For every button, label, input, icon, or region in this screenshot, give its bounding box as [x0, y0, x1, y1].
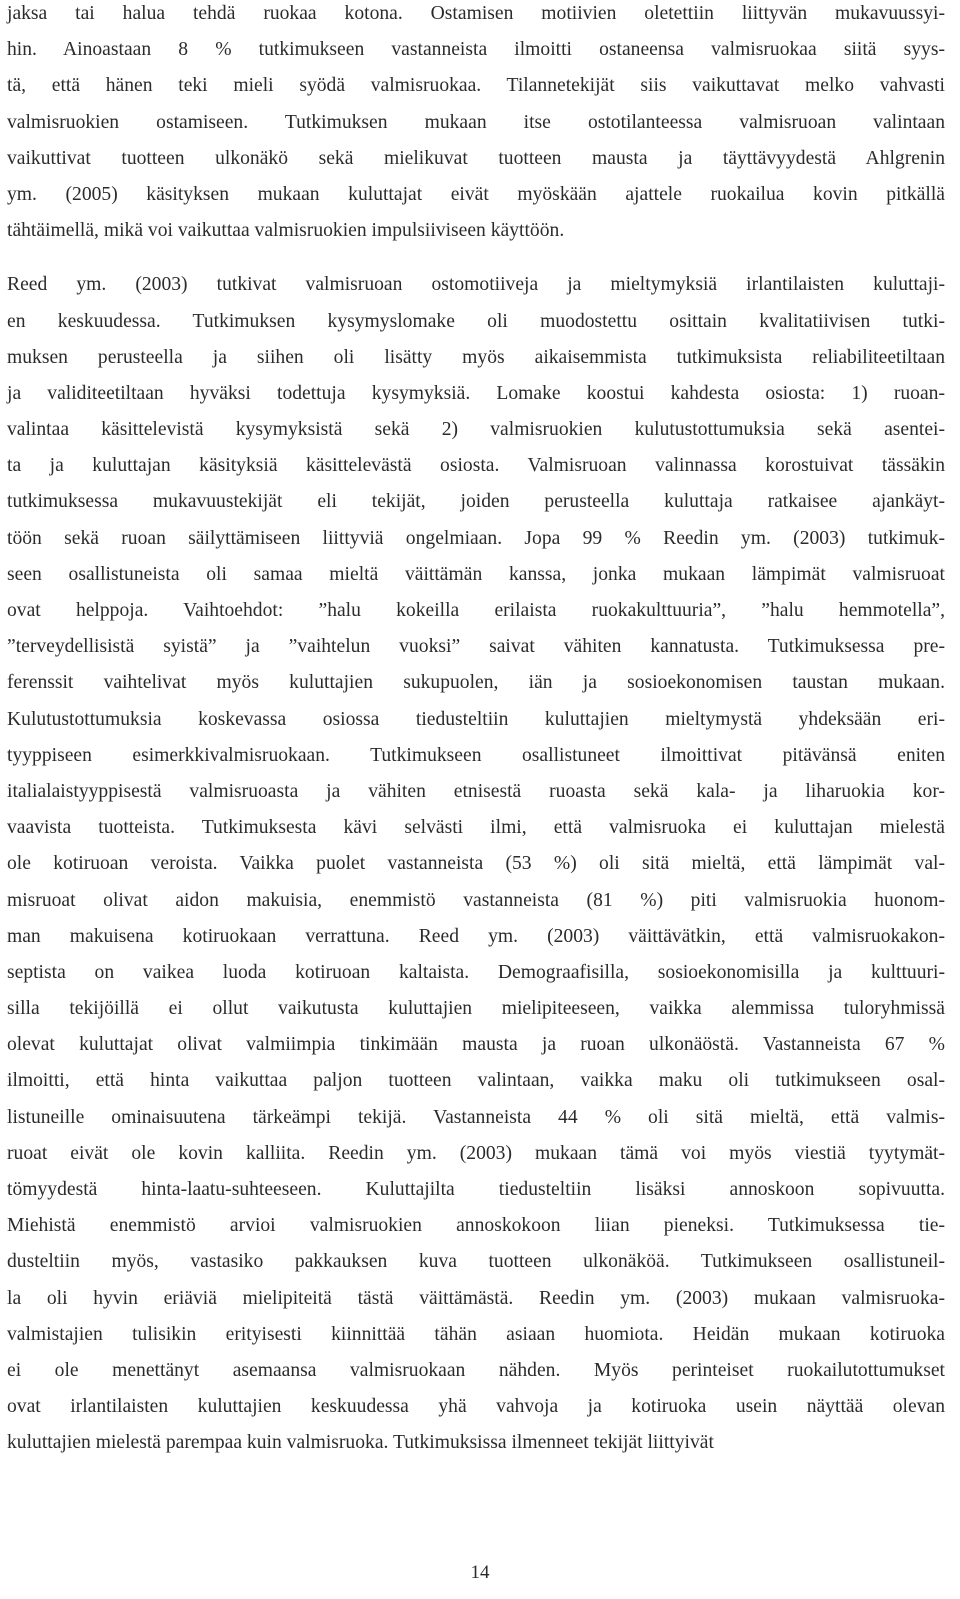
text-line: ta ja kuluttajan käsityksiä käsittelevästä osiosta. Valmisruoan valinnassa korostuivat tässäkin: [7, 455, 945, 477]
text-line: la oli hyvin eriäviä mielipiteitä tästä väittämästä. Reedin ym. (2003) mukaan valmisruoka-: [7, 1287, 945, 1309]
text-line: ole kotiruoan veroista. Vaikka puolet vastanneista (53 %) oli sitä mieltä, että lämpimät val-: [7, 853, 945, 875]
text-line: olevat kuluttajat olivat valmiimpia tinkimään mausta ja ruoan ulkonäöstä. Vastanneista 67 %: [7, 1034, 945, 1056]
text-line: italialaistyyppisestä valmisruoasta ja vähiten etnisestä ruoasta sekä kala- ja liharuokia kor-: [7, 780, 945, 802]
text-line: muksen perusteella ja siihen oli lisätty myös aikaisemmista tutkimuksista reliabiliteetiltaan: [7, 346, 945, 368]
text-line: tutkimuksessa mukavuustekijät eli tekijät, joiden perusteella kuluttaja ratkaisee ajankäyt-: [7, 491, 945, 513]
text-line: ferenssit vaihtelivat myös kuluttajien sukupuolen, iän ja sosioekonomisen taustan mukaan.: [7, 672, 945, 694]
text-line: hin. Ainoastaan 8 % tutkimukseen vastanneista ilmoitti ostaneensa valmisruokaa siitä syys-: [7, 39, 945, 61]
text-line: vaavista tuotteista. Tutkimuksesta kävi selvästi ilmi, että valmisruoka ei kuluttajan mielestä: [7, 817, 945, 839]
paragraph-reed-study: [7, 267, 945, 1461]
text-line: vaikuttivat tuotteen ulkonäkö sekä mielikuvat tuotteen mausta ja täyttävyydestä Ahlgrenin: [7, 147, 945, 169]
text-line: tyyppiseen esimerkkivalmisruokaan. Tutkimukseen osallistuneet ilmoittivat pitävänsä eniten: [7, 744, 945, 766]
text-line: valintaa käsittelevistä kysymyksistä sekä 2) valmisruokien kulutustottumuksia sekä asentei-: [7, 419, 945, 441]
text-line: man makuisena kotiruokaan verrattuna. Reed ym. (2003) väittävätkin, että valmisruokakon-: [7, 925, 945, 947]
text-line: ovat helppoja. Vaihtoehdot: ”halu kokeilla erilaista ruokakulttuuria”, ”halu hemmotella”,: [7, 600, 945, 621]
text-line: Kulutustottumuksia koskevassa osiossa tiedusteltiin kuluttajien mieltymystä yhdeksään eri-: [7, 708, 945, 730]
text-line: en keskuudessa. Tutkimuksen kysymyslomake oli muodostettu osittain kvalitatiivisen tutki-: [7, 310, 945, 332]
text-line: kuluttajien mielestä parempaa kuin valmisruoka. Tutkimuksissa ilmenneet tekijät liittyivät: [7, 1432, 714, 1454]
paragraph-motives: [7, 0, 945, 249]
text-line: ei ole menettänyt asemaansa valmisruokaan nähden. Myös perinteiset ruokailutottumukset: [7, 1359, 945, 1381]
text-line: töön sekä ruoan säilyttämiseen liittyviä ongelmiaan. Jopa 99 % Reedin ym. (2003) tutkimuk-: [7, 527, 945, 549]
text-line: ovat irlantilaisten kuluttajien keskuudessa yhä vahvoja ja kotiruoka usein näyttää olevan: [7, 1396, 945, 1418]
text-line: ruoat eivät ole kovin kalliita. Reedin ym. (2003) mukaan tämä voi myös viestiä tyytymät-: [7, 1142, 945, 1164]
text-line: ja validiteetiltaan hyväksi todettuja kysymyksiä. Lomake koostui kahdesta osiosta: 1) ruoan-: [7, 382, 945, 404]
text-line: listuneille ominaisuutena tärkeämpi tekijä. Vastanneista 44 % oli sitä mieltä, että valmis-: [7, 1106, 945, 1128]
paragraph-gap: [7, 249, 945, 267]
text-line: septista on vaikea luoda kotiruoan kaltaista. Demograafisilla, sosioekonomisilla ja kulttuuri-: [7, 961, 945, 983]
text-line: seen osallistuneista oli samaa mieltä väittämän kanssa, jonka mukaan lämpimät valmisruoat: [7, 563, 945, 585]
text-line: silla tekijöillä ei ollut vaikutusta kuluttajien mielipiteeseen, vaikka alemmissa tuloryhmissä: [7, 998, 945, 1020]
text-line: valmistajien tulisikin erityisesti kiinnittää tähän asiaan huomiota. Heidän mukaan kotiruoka: [7, 1323, 945, 1345]
text-line: tä, että hänen teki mieli syödä valmisruokaa. Tilannetekijät siis vaikuttavat melko vahvasti: [7, 75, 945, 97]
text-line: ”terveydellisistä syistä” ja ”vaihtelun vuoksi” saivat vähiten kannatusta. Tutkimuksessa pre-: [7, 636, 945, 658]
text-line: Miehistä enemmistö arvioi valmisruokien annoskokoon liian pieneksi. Tutkimuksessa tie-: [7, 1215, 945, 1237]
text-line: ym. (2005) käsityksen mukaan kuluttajat eivät myöskään ajattele ruokailua kovin pitkällä: [7, 183, 945, 205]
body-text: [7, 0, 945, 1462]
text-line: misruoat olivat aidon makuisia, enemmistö vastanneista (81 %) piti valmisruokia huonom-: [7, 889, 945, 911]
text-line: tömyydestä hinta-laatu-suhteeseen. Kuluttajilta tiedusteltiin lisäksi annoskoon sopivuutta.: [7, 1179, 945, 1200]
text-line: tähtäimellä, mikä voi vaikuttaa valmisruokien impulsiiviseen käyttöön.: [7, 220, 565, 242]
text-line: valmisruokien ostamiseen. Tutkimuksen mukaan itse ostotilanteessa valmisruoan valintaan: [7, 111, 945, 133]
text-line: Reed ym. (2003) tutkivat valmisruoan ostomotiiveja ja mieltymyksiä irlantilaisten kuluttaji-: [7, 274, 945, 296]
text-line: ilmoitti, että hinta vaikuttaa paljon tuotteen valintaan, vaikka maku oli tutkimukseen osal-: [7, 1070, 945, 1092]
text-line: jaksa tai halua tehdä ruokaa kotona. Ostamisen motiivien oletettiin liittyvän mukavuussyi-: [7, 3, 945, 24]
text-line: dusteltiin myös, vastasiko pakkauksen kuva tuotteen ulkonäköä. Tutkimukseen osallistuneil-: [7, 1251, 945, 1273]
page-number: 14: [470, 1562, 490, 1583]
